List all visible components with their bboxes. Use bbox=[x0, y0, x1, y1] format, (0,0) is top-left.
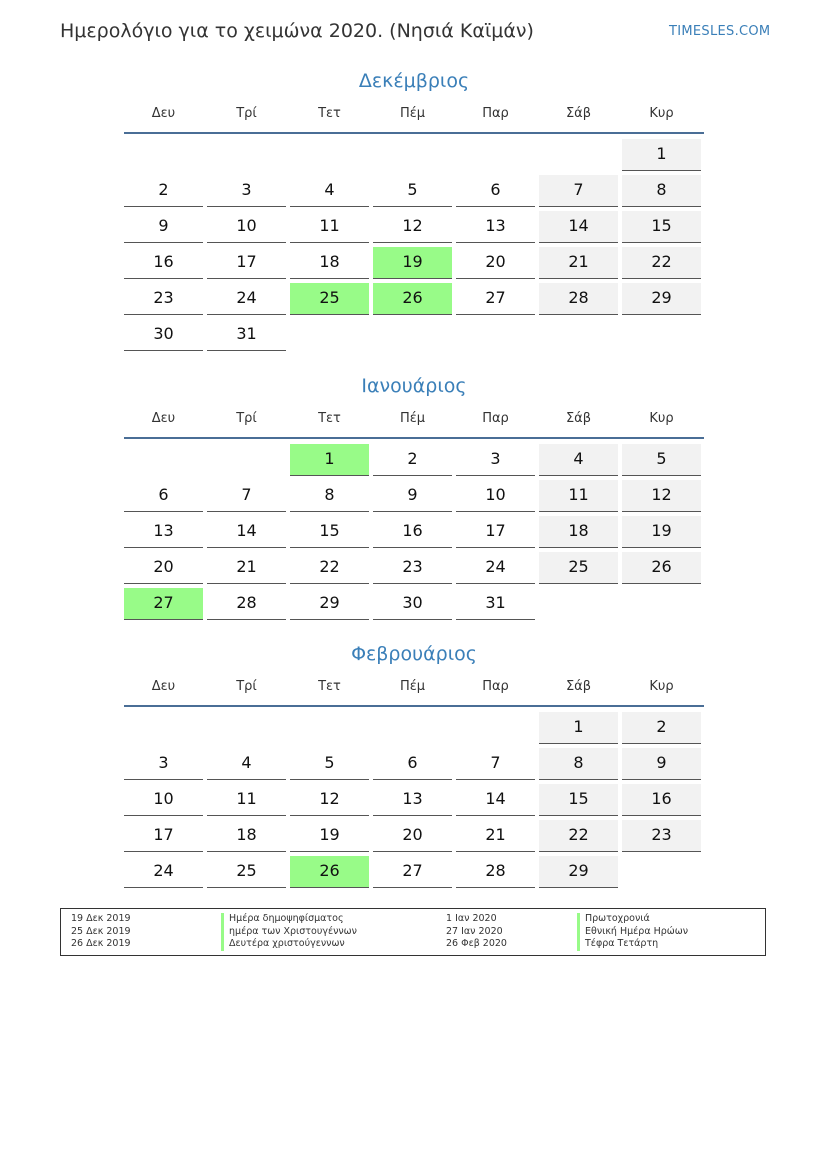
holiday-day-cell: 19 bbox=[373, 247, 452, 279]
empty-cell bbox=[539, 139, 618, 171]
weekday-label: Δευ bbox=[151, 106, 176, 121]
month-calendar bbox=[124, 641, 704, 892]
legend-date: 27 Ιαν 2020 bbox=[446, 925, 503, 937]
day-cell: 3 bbox=[124, 748, 203, 780]
day-cell: 18 bbox=[207, 820, 286, 852]
day-cell: 24 bbox=[456, 552, 535, 584]
day-cell: 15 bbox=[290, 516, 369, 548]
weekend-day-cell: 25 bbox=[539, 552, 618, 584]
week-row bbox=[124, 139, 704, 171]
legend-holiday-name: Ημέρα δημοψηφίσματος bbox=[221, 913, 357, 926]
weekday-header bbox=[124, 409, 704, 439]
weekday-label: Παρ bbox=[482, 679, 509, 694]
holiday-day-cell: 26 bbox=[373, 283, 452, 315]
week-row bbox=[124, 856, 704, 888]
day-cell: 3 bbox=[207, 175, 286, 207]
legend-date: 26 Φεβ 2020 bbox=[446, 938, 507, 949]
day-cell: 13 bbox=[373, 784, 452, 816]
day-cell: 7 bbox=[207, 480, 286, 512]
weekend-day-cell: 9 bbox=[622, 748, 701, 780]
day-cell: 3 bbox=[456, 444, 535, 476]
weekend-day-cell: 21 bbox=[539, 247, 618, 279]
weekend-day-cell: 11 bbox=[539, 480, 618, 512]
empty-cell bbox=[124, 712, 203, 744]
day-cell: 14 bbox=[207, 516, 286, 548]
weekend-day-cell: 22 bbox=[622, 247, 701, 279]
month-calendar bbox=[124, 373, 704, 624]
weekday-label: Πέμ bbox=[399, 679, 426, 694]
weekday-label: Παρ bbox=[482, 106, 509, 121]
empty-cell bbox=[207, 712, 286, 744]
empty-cell bbox=[622, 319, 701, 351]
empty-cell bbox=[622, 588, 701, 620]
week-row bbox=[124, 283, 704, 315]
legend-date: 19 Δεκ 2019 bbox=[71, 913, 131, 924]
day-cell: 28 bbox=[207, 588, 286, 620]
empty-cell bbox=[207, 139, 286, 171]
week-row bbox=[124, 444, 704, 476]
day-cell: 17 bbox=[124, 820, 203, 852]
day-cell: 16 bbox=[124, 247, 203, 279]
weekday-label: Τρί bbox=[236, 106, 257, 121]
weekend-day-cell: 19 bbox=[622, 516, 701, 548]
empty-cell bbox=[539, 319, 618, 351]
month-title: Δεκέμβριος bbox=[358, 70, 470, 92]
weekday-label: Πέμ bbox=[399, 411, 426, 426]
weekday-label: Κυρ bbox=[649, 106, 674, 121]
day-cell: 30 bbox=[373, 588, 452, 620]
day-cell: 6 bbox=[124, 480, 203, 512]
weekend-day-cell: 4 bbox=[539, 444, 618, 476]
weekend-day-cell: 1 bbox=[539, 712, 618, 744]
day-cell: 23 bbox=[124, 283, 203, 315]
day-cell: 27 bbox=[456, 283, 535, 315]
day-cell: 20 bbox=[373, 820, 452, 852]
empty-cell bbox=[456, 712, 535, 744]
day-cell: 28 bbox=[456, 856, 535, 888]
weekend-day-cell: 16 bbox=[622, 784, 701, 816]
holiday-day-cell: 27 bbox=[124, 588, 203, 620]
day-cell: 31 bbox=[207, 319, 286, 351]
weekend-day-cell: 1 bbox=[622, 139, 701, 171]
week-row bbox=[124, 480, 704, 512]
legend-date: 1 Ιαν 2020 bbox=[446, 913, 497, 924]
weekday-header bbox=[124, 104, 704, 134]
weekday-label: Τετ bbox=[318, 106, 341, 121]
week-row bbox=[124, 211, 704, 243]
week-row bbox=[124, 247, 704, 279]
legend-holiday-name: Δευτέρα χριστούγεννων bbox=[221, 938, 357, 951]
weekday-label: Σάβ bbox=[565, 106, 592, 121]
holiday-legend bbox=[60, 908, 766, 956]
weekday-label: Τρί bbox=[236, 679, 257, 694]
brand-link[interactable]: TIMESLES.COM bbox=[669, 24, 771, 39]
weekend-day-cell: 15 bbox=[539, 784, 618, 816]
day-cell: 14 bbox=[456, 784, 535, 816]
empty-cell bbox=[207, 444, 286, 476]
empty-cell bbox=[290, 139, 369, 171]
month-title: Ιανουάριος bbox=[361, 375, 467, 397]
day-cell: 5 bbox=[373, 175, 452, 207]
day-cell: 23 bbox=[373, 552, 452, 584]
day-cell: 4 bbox=[290, 175, 369, 207]
weekend-day-cell: 14 bbox=[539, 211, 618, 243]
day-cell: 10 bbox=[207, 211, 286, 243]
week-row bbox=[124, 552, 704, 584]
empty-cell bbox=[622, 856, 701, 888]
day-cell: 9 bbox=[373, 480, 452, 512]
weekend-day-cell: 5 bbox=[622, 444, 701, 476]
legend-holiday-name: Πρωτοχρονιά bbox=[577, 913, 688, 926]
weekday-label: Δευ bbox=[151, 679, 176, 694]
weekday-label: Παρ bbox=[482, 411, 509, 426]
weekend-day-cell: 26 bbox=[622, 552, 701, 584]
day-cell: 17 bbox=[207, 247, 286, 279]
weekend-day-cell: 8 bbox=[539, 748, 618, 780]
weekday-label: Κυρ bbox=[649, 411, 674, 426]
month-calendar bbox=[124, 68, 704, 355]
legend-date: 25 Δεκ 2019 bbox=[71, 925, 131, 937]
weekday-label: Τετ bbox=[318, 411, 341, 426]
day-cell: 24 bbox=[124, 856, 203, 888]
weekday-label: Πέμ bbox=[399, 106, 426, 121]
week-row bbox=[124, 175, 704, 207]
weekend-day-cell: 29 bbox=[539, 856, 618, 888]
holiday-day-cell: 1 bbox=[290, 444, 369, 476]
day-cell: 10 bbox=[124, 784, 203, 816]
legend-holiday-name: Τέφρα Τετάρτη bbox=[577, 938, 688, 951]
day-cell: 2 bbox=[373, 444, 452, 476]
weekend-day-cell: 7 bbox=[539, 175, 618, 207]
day-cell: 8 bbox=[290, 480, 369, 512]
day-cell: 10 bbox=[456, 480, 535, 512]
day-cell: 13 bbox=[124, 516, 203, 548]
week-row bbox=[124, 588, 704, 620]
day-cell: 20 bbox=[124, 552, 203, 584]
empty-cell bbox=[456, 139, 535, 171]
legend-holiday-name: ημέρα των Χριστουγέννων bbox=[221, 926, 357, 939]
weekend-day-cell: 29 bbox=[622, 283, 701, 315]
week-row bbox=[124, 748, 704, 780]
weekday-label: Τετ bbox=[318, 679, 341, 694]
day-cell: 25 bbox=[207, 856, 286, 888]
day-cell: 21 bbox=[456, 820, 535, 852]
legend-holiday-name: Εθνική Ημέρα Ηρώων bbox=[577, 926, 688, 939]
day-cell: 31 bbox=[456, 588, 535, 620]
day-cell: 29 bbox=[290, 588, 369, 620]
day-cell: 12 bbox=[373, 211, 452, 243]
day-cell: 24 bbox=[207, 283, 286, 315]
day-cell: 30 bbox=[124, 319, 203, 351]
day-cell: 22 bbox=[290, 552, 369, 584]
day-cell: 19 bbox=[290, 820, 369, 852]
day-cell: 21 bbox=[207, 552, 286, 584]
day-cell: 6 bbox=[373, 748, 452, 780]
page-title: Ημερολόγιο για το χειμώνα 2020. (Νησιά Καϊμάν) bbox=[60, 20, 534, 42]
weekday-header bbox=[124, 677, 704, 707]
weekend-day-cell: 15 bbox=[622, 211, 701, 243]
holiday-day-cell: 26 bbox=[290, 856, 369, 888]
weekday-label: Σάβ bbox=[565, 679, 592, 694]
day-cell: 20 bbox=[456, 247, 535, 279]
holiday-day-cell: 25 bbox=[290, 283, 369, 315]
empty-cell bbox=[290, 319, 369, 351]
weekend-day-cell: 8 bbox=[622, 175, 701, 207]
empty-cell bbox=[373, 319, 452, 351]
day-cell: 4 bbox=[207, 748, 286, 780]
week-row bbox=[124, 712, 704, 744]
day-cell: 17 bbox=[456, 516, 535, 548]
weekday-label: Τρί bbox=[236, 411, 257, 426]
day-cell: 13 bbox=[456, 211, 535, 243]
week-row bbox=[124, 516, 704, 548]
day-cell: 9 bbox=[124, 211, 203, 243]
weekend-day-cell: 2 bbox=[622, 712, 701, 744]
day-cell: 12 bbox=[290, 784, 369, 816]
day-cell: 2 bbox=[124, 175, 203, 207]
day-cell: 18 bbox=[290, 247, 369, 279]
weekday-label: Κυρ bbox=[649, 679, 674, 694]
weekend-day-cell: 28 bbox=[539, 283, 618, 315]
day-cell: 7 bbox=[456, 748, 535, 780]
empty-cell bbox=[124, 139, 203, 171]
weekend-day-cell: 22 bbox=[539, 820, 618, 852]
week-row bbox=[124, 784, 704, 816]
empty-cell bbox=[124, 444, 203, 476]
weekday-label: Σάβ bbox=[565, 411, 592, 426]
empty-cell bbox=[539, 588, 618, 620]
week-row bbox=[124, 319, 704, 351]
empty-cell bbox=[456, 319, 535, 351]
empty-cell bbox=[373, 712, 452, 744]
weekend-day-cell: 18 bbox=[539, 516, 618, 548]
weekend-day-cell: 12 bbox=[622, 480, 701, 512]
week-row bbox=[124, 820, 704, 852]
day-cell: 5 bbox=[290, 748, 369, 780]
weekend-day-cell: 23 bbox=[622, 820, 701, 852]
day-cell: 11 bbox=[207, 784, 286, 816]
legend-date: 26 Δεκ 2019 bbox=[71, 938, 131, 949]
month-title: Φεβρουάριος bbox=[351, 643, 477, 665]
empty-cell bbox=[290, 712, 369, 744]
day-cell: 11 bbox=[290, 211, 369, 243]
weekday-label: Δευ bbox=[151, 411, 176, 426]
day-cell: 6 bbox=[456, 175, 535, 207]
day-cell: 16 bbox=[373, 516, 452, 548]
empty-cell bbox=[373, 139, 452, 171]
day-cell: 27 bbox=[373, 856, 452, 888]
